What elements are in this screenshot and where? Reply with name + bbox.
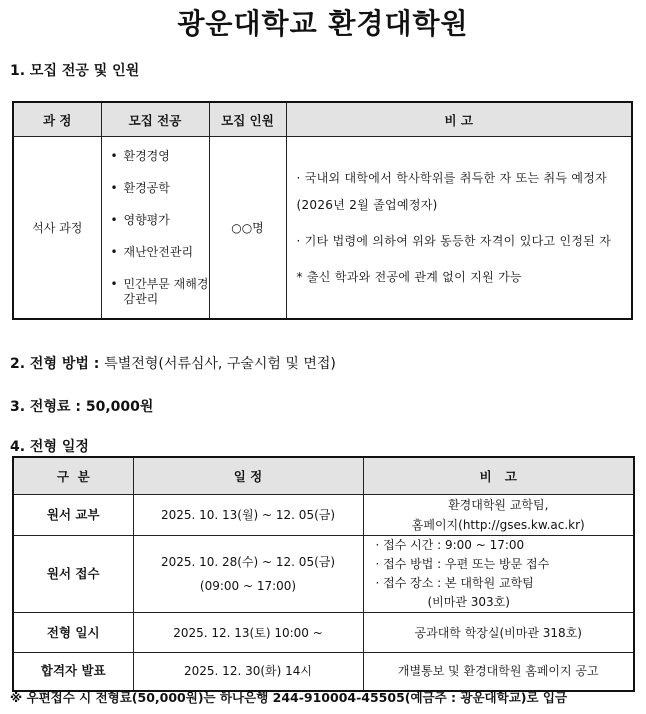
- section-2-heading: [10, 353, 336, 373]
- header-count: 모집 인원: [209, 102, 286, 137]
- row-note: 개별통보 및 환경대학원 홈페이지 공고: [363, 653, 634, 691]
- row-note: [363, 536, 634, 613]
- course-cell: 석사 과정: [13, 137, 101, 320]
- table-row: [13, 137, 632, 320]
- schedule-table: [12, 456, 635, 692]
- note-line: · 접수 장소 : 본 대학원 교학팀: [375, 576, 534, 590]
- section-4-heading: 4. 전형 일정: [10, 439, 89, 455]
- header-remarks: 비 고: [286, 102, 632, 137]
- header-majors: 모집 전공: [101, 102, 209, 137]
- note-line: · 접수 시간 : 9:00 ~ 17:00: [375, 538, 525, 552]
- section-2-value: 특별전형(서류심사, 구술시험 및 면접): [104, 356, 336, 372]
- major-item: • 환경공학: [110, 181, 209, 196]
- header-course: 과 정: [13, 102, 101, 137]
- row-label: 원서 접수: [13, 536, 133, 613]
- remark-item: * 출신 학과와 전공에 관계 없이 지원 가능: [296, 269, 522, 284]
- row-note: [363, 495, 634, 536]
- footnote: ※ 우편접수 시 전형료(50,000원)는 하나은행 244-910004-45505(예금주 : 광운대학교)로 입금: [10, 690, 568, 705]
- row-date: 2025. 10. 13(월) ~ 12. 05(금): [133, 495, 363, 536]
- table-row: [13, 613, 634, 653]
- major-item: • 재난안전관리: [110, 245, 209, 260]
- row-date: 2025. 12. 13(토) 10:00 ~: [133, 613, 363, 653]
- section-3-heading: 3. 전형료 : 50,000원: [10, 399, 154, 415]
- row-note: 공과대학 학장실(비마관 318호): [363, 613, 634, 653]
- remark-item: · 기타 법령에 의하여 위와 동등한 자격이 있다고 인정된 자: [296, 233, 612, 248]
- header-category: 구 분: [13, 457, 133, 495]
- page-title: 광운대학교 환경대학원: [177, 7, 469, 40]
- note-line: (비마관 303호): [427, 595, 510, 609]
- time-line: (09:00 ~ 17:00): [199, 579, 297, 593]
- row-date: [133, 536, 363, 613]
- note-line: · 접수 방법 : 우편 또는 방문 접수: [375, 557, 550, 571]
- note-line: 홈페이지(http://gses.kw.ac.kr): [411, 518, 585, 532]
- date-line: 2025. 10. 28(수) ~ 12. 05(금): [160, 555, 336, 569]
- table-row: [13, 653, 634, 691]
- row-label: 원서 교부: [13, 495, 133, 536]
- schedule-table-header: [13, 457, 634, 495]
- majors-table-header: [13, 102, 632, 137]
- table-row: [13, 536, 634, 613]
- table-row: [13, 495, 634, 536]
- major-item: • 영향평가: [110, 213, 209, 228]
- row-date: 2025. 12. 30(화) 14시: [133, 653, 363, 691]
- note-line: 환경대학원 교학팀,: [448, 498, 549, 512]
- section-2-label: 2. 전형 방법 :: [10, 356, 100, 372]
- majors-table: [12, 101, 633, 320]
- header-schedule: 일 정: [133, 457, 363, 495]
- remarks-cell: [286, 137, 632, 320]
- major-item: • 민간부문 재해경감관리: [110, 277, 209, 307]
- major-item: • 환경경영: [110, 149, 209, 164]
- remark-item: · 국내외 대학에서 학사학위를 취득한 자 또는 취득 예정자(2026년 2월 졸업예정자): [296, 170, 608, 212]
- header-note: 비 고: [363, 457, 634, 495]
- row-label: 합격자 발표: [13, 653, 133, 691]
- section-1-heading: 1. 모집 전공 및 인원: [10, 63, 140, 79]
- row-label: 전형 일시: [13, 613, 133, 653]
- majors-cell: [101, 137, 209, 320]
- count-cell: ○○명: [209, 137, 286, 320]
